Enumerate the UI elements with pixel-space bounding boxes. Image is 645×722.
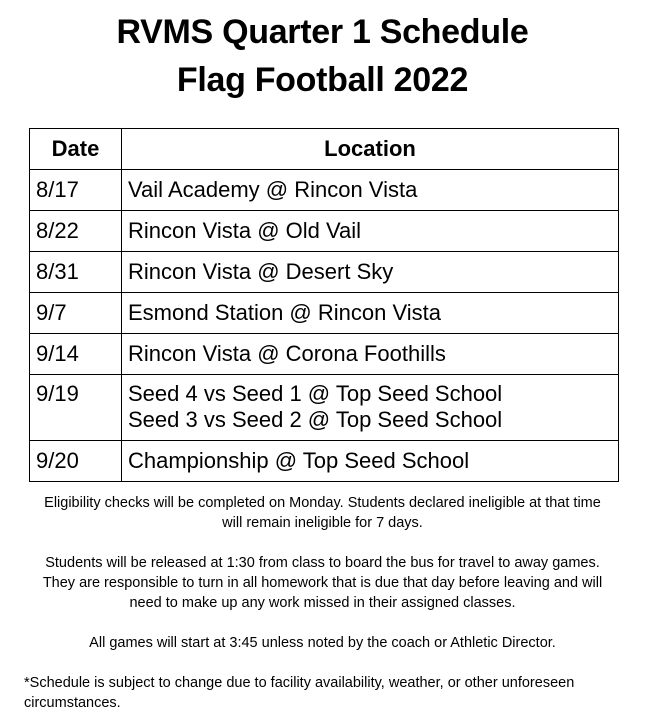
note-line: will remain ineligible for 7 days. xyxy=(222,515,423,531)
location-text: Seed 3 vs Seed 2 @ Top Seed School xyxy=(128,407,503,432)
table-row xyxy=(30,170,619,211)
location-text: Rincon Vista @ Desert Sky xyxy=(128,259,394,284)
location-text: Rincon Vista @ Corona Foothills xyxy=(128,341,446,366)
game-date: 9/7 xyxy=(30,293,122,334)
game-location xyxy=(122,334,619,375)
note-line: They are responsible to turn in all homework that is due that day before leaving and will xyxy=(42,575,603,591)
table-row xyxy=(30,441,619,482)
game-date: 8/31 xyxy=(30,252,122,293)
game-location xyxy=(122,375,619,441)
start-time-note xyxy=(0,633,645,653)
location-text: Rincon Vista @ Old Vail xyxy=(128,218,362,243)
table-row xyxy=(30,293,619,334)
table-row xyxy=(30,334,619,375)
table-row xyxy=(30,211,619,252)
column-header-location: Location xyxy=(122,129,619,170)
location-text: Seed 4 vs Seed 1 @ Top Seed School xyxy=(128,381,503,406)
schedule-table xyxy=(29,128,619,482)
table-row xyxy=(30,375,619,441)
game-date: 8/22 xyxy=(30,211,122,252)
note-line: Eligibility checks will be completed on Monday. Students declared ineligible at that time xyxy=(44,495,601,511)
location-text: Vail Academy @ Rincon Vista xyxy=(128,177,418,202)
note-line: *Schedule is subject to change due to facility availability, weather, or other unforeseen xyxy=(24,675,575,691)
game-date: 9/20 xyxy=(30,441,122,482)
table-header-row xyxy=(30,129,619,170)
page-title: RVMS Quarter 1 Schedule xyxy=(116,13,529,51)
disclaimer-note xyxy=(24,673,624,713)
game-date: 9/19 xyxy=(30,375,122,441)
note-line: All games will start at 3:45 unless noted by the coach or Athletic Director. xyxy=(89,635,556,651)
column-header-date: Date xyxy=(30,129,122,170)
game-location xyxy=(122,293,619,334)
game-location xyxy=(122,441,619,482)
note-line: circumstances. xyxy=(24,695,121,711)
game-location xyxy=(122,252,619,293)
game-location xyxy=(122,211,619,252)
game-date: 8/17 xyxy=(30,170,122,211)
game-date: 9/14 xyxy=(30,334,122,375)
location-text: Championship @ Top Seed School xyxy=(128,448,470,473)
note-line: need to make up any work missed in their assigned classes. xyxy=(129,595,516,611)
table-row xyxy=(30,252,619,293)
page-subtitle: Flag Football 2022 xyxy=(176,61,469,99)
eligibility-note xyxy=(0,493,645,533)
location-text: Esmond Station @ Rincon Vista xyxy=(128,300,441,325)
game-location xyxy=(122,170,619,211)
note-line: Students will be released at 1:30 from class to board the bus for travel to away games. xyxy=(45,555,600,571)
release-note xyxy=(0,553,645,613)
